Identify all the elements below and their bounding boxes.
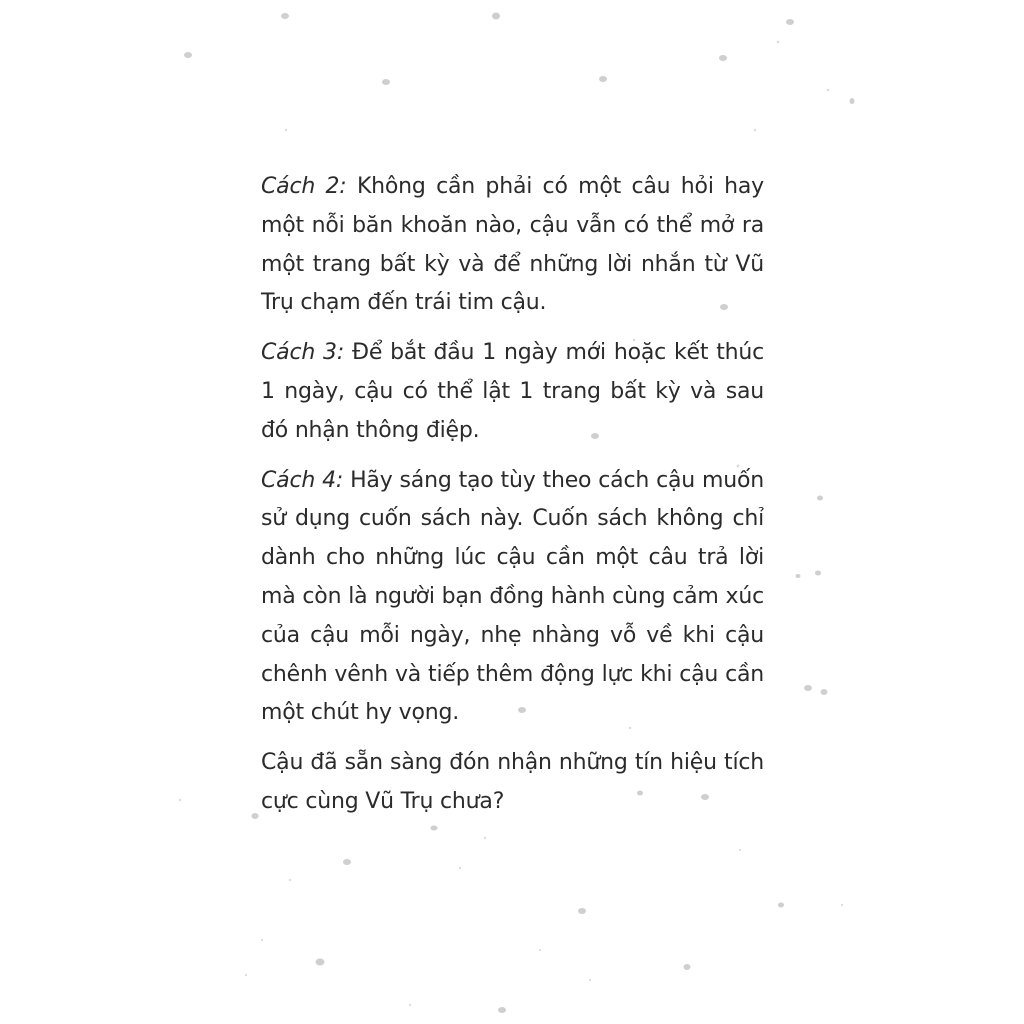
speckle <box>289 879 291 881</box>
speckle <box>778 903 784 908</box>
speckle <box>343 859 351 865</box>
speckle <box>179 799 181 801</box>
speckle <box>281 13 289 19</box>
speckle <box>484 837 486 839</box>
paragraph-label: Cách 2: <box>261 174 357 199</box>
speckle <box>316 959 325 966</box>
speckle <box>804 685 812 691</box>
page-body-text <box>261 168 764 833</box>
speckle <box>815 571 821 576</box>
speckle <box>777 41 780 44</box>
speckle <box>539 949 541 951</box>
speckle <box>261 939 263 941</box>
speckle <box>184 52 192 58</box>
speckle <box>739 849 741 851</box>
paragraph-text: Hãy sáng tạo tùy theo cách cậu muốn sử dụng cuốn sách này. Cuốn sách không chỉ dành cho những lúc cậu cần một câu trả lời mà còn là người bạn đồng hành cùng cảm xúc của cậu mỗi ngày, nhẹ nhàng vỗ về khi cậu chênh vênh và tiếp thêm động lực khi cậu cần một chút hy vọng. <box>261 467 764 726</box>
paragraph-label: Cách 3: <box>261 340 352 366</box>
speckle <box>821 689 828 695</box>
paragraph-label: Cách 4: <box>261 467 351 493</box>
speckle <box>599 76 607 82</box>
speckle <box>578 908 586 914</box>
speckle <box>382 79 390 85</box>
paragraph-cach-3 <box>261 334 764 450</box>
paragraph-cach-2 <box>261 168 764 323</box>
speckle <box>252 813 259 819</box>
speckle <box>409 1004 411 1006</box>
paragraph-text: Để bắt đầu 1 ngày mới hoặc kết thúc 1 ngày, cậu có thể lật 1 trang bất kỳ và sau đó nhận thông điệp. <box>261 340 764 443</box>
speckle <box>796 574 801 578</box>
speckle <box>498 1007 506 1013</box>
speckle <box>850 98 855 104</box>
speckle <box>589 979 591 981</box>
speckle <box>245 974 247 976</box>
paragraph-text: Không cần phải có một câu hỏi hay một nỗi băn khoăn nào, cậu vẫn có thể mở ra một trang bất kỳ và để những lời nhắn từ Vũ Trụ chạm đến trái tim cậu. <box>261 174 764 316</box>
speckle <box>459 867 461 869</box>
paragraph-cach-4 <box>261 462 764 734</box>
speckle <box>841 904 843 906</box>
speckle <box>492 13 500 20</box>
speckle <box>786 19 794 25</box>
speckle <box>285 129 287 131</box>
closing-question: Cậu đã sẵn sàng đón nhận những tín hiệu tích cực cùng Vũ Trụ chưa? <box>261 750 764 814</box>
speckle <box>817 496 823 501</box>
speckle <box>684 964 691 970</box>
speckle <box>827 89 830 92</box>
speckle <box>754 129 756 131</box>
speckle <box>719 55 727 61</box>
